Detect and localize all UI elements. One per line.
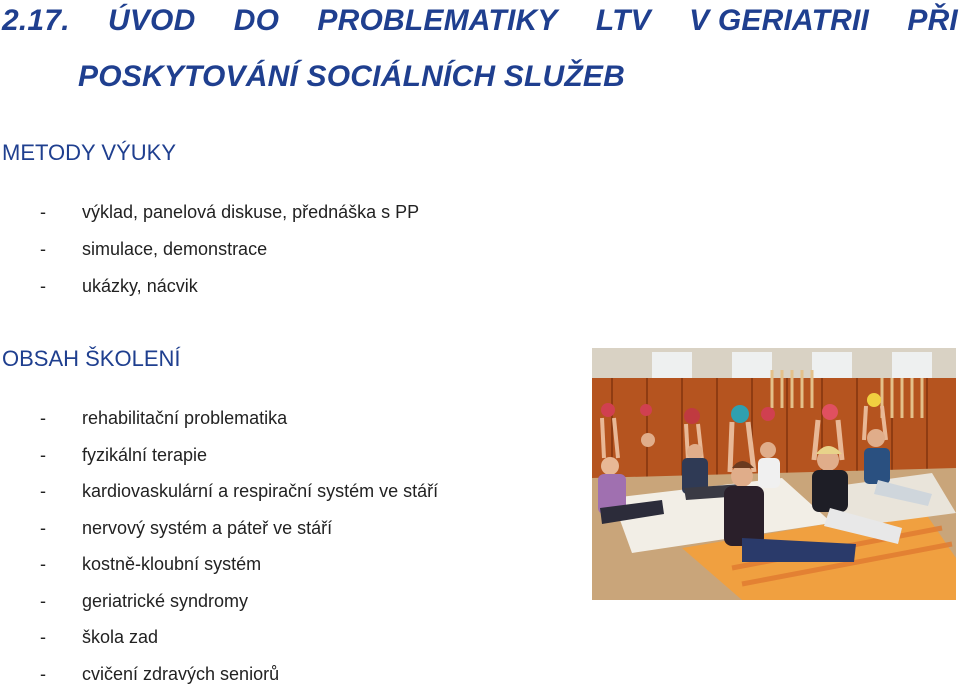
- bullet-dash: -: [40, 238, 46, 260]
- bullet-dash: -: [40, 517, 46, 539]
- ball: [761, 407, 775, 421]
- list-item: [40, 517, 438, 554]
- page-title-line-2: POSKYTOVÁNÍ SOCIÁLNÍCH SLUŽEB: [78, 60, 625, 94]
- list-item: [40, 444, 438, 481]
- bullet-dash: -: [40, 201, 46, 223]
- exercise-photo: [592, 348, 956, 600]
- bullet-dash: -: [40, 626, 46, 648]
- list-item: [40, 553, 438, 590]
- ball: [684, 408, 700, 424]
- bullet-dash: -: [40, 553, 46, 575]
- list-item-text: ukázky, nácvik: [82, 276, 198, 296]
- title-word: V GERIATRII: [689, 4, 869, 38]
- list-item: [40, 275, 419, 312]
- title-word: LTV: [596, 4, 651, 38]
- title-word: ÚVOD: [108, 4, 195, 38]
- ball: [601, 403, 615, 417]
- list-item-text: kardiovaskulární a respirační systém ve stáří: [82, 481, 438, 501]
- obsah-list: [40, 407, 438, 699]
- list-item: [40, 626, 438, 663]
- ball: [731, 405, 749, 423]
- list-item-text: rehabilitační problematika: [82, 408, 287, 428]
- list-item-text: cvičení zdravých seniorů: [82, 664, 279, 684]
- section-heading-obsah: OBSAH ŠKOLENÍ: [2, 346, 181, 372]
- list-item-text: nervový systém a páteř ve stáří: [82, 518, 332, 538]
- bullet-dash: -: [40, 590, 46, 612]
- window: [892, 352, 932, 378]
- list-item-text: škola zad: [82, 627, 158, 647]
- list-item: [40, 238, 419, 275]
- window: [732, 352, 772, 378]
- list-item-text: simulace, demonstrace: [82, 239, 267, 259]
- list-item: [40, 407, 438, 444]
- list-item: [40, 201, 419, 238]
- bullet-dash: -: [40, 275, 46, 297]
- bullet-dash: -: [40, 444, 46, 466]
- window: [652, 352, 692, 378]
- list-item: [40, 480, 438, 517]
- ball: [822, 404, 838, 420]
- title-word: 2.17.: [2, 4, 70, 38]
- list-item: [40, 590, 438, 627]
- ball: [640, 404, 652, 416]
- list-item-text: fyzikální terapie: [82, 445, 207, 465]
- section-heading-metody: METODY VÝUKY: [2, 140, 176, 166]
- list-item-text: výklad, panelová diskuse, přednáška s PP: [82, 202, 419, 222]
- list-item: [40, 663, 438, 699]
- title-word: PROBLEMATIKY: [317, 4, 557, 38]
- title-word: PŘI: [907, 4, 958, 38]
- ball: [867, 393, 881, 407]
- title-word: DO: [234, 4, 279, 38]
- metody-list: [40, 201, 419, 312]
- exercise-photo-illustration: [592, 348, 956, 600]
- bullet-dash: -: [40, 663, 46, 685]
- list-item-text: kostně-kloubní systém: [82, 554, 261, 574]
- list-item-text: geriatrické syndromy: [82, 591, 248, 611]
- bullet-dash: -: [40, 480, 46, 502]
- page-title-line-1: [2, 4, 958, 38]
- window: [812, 352, 852, 378]
- bullet-dash: -: [40, 407, 46, 429]
